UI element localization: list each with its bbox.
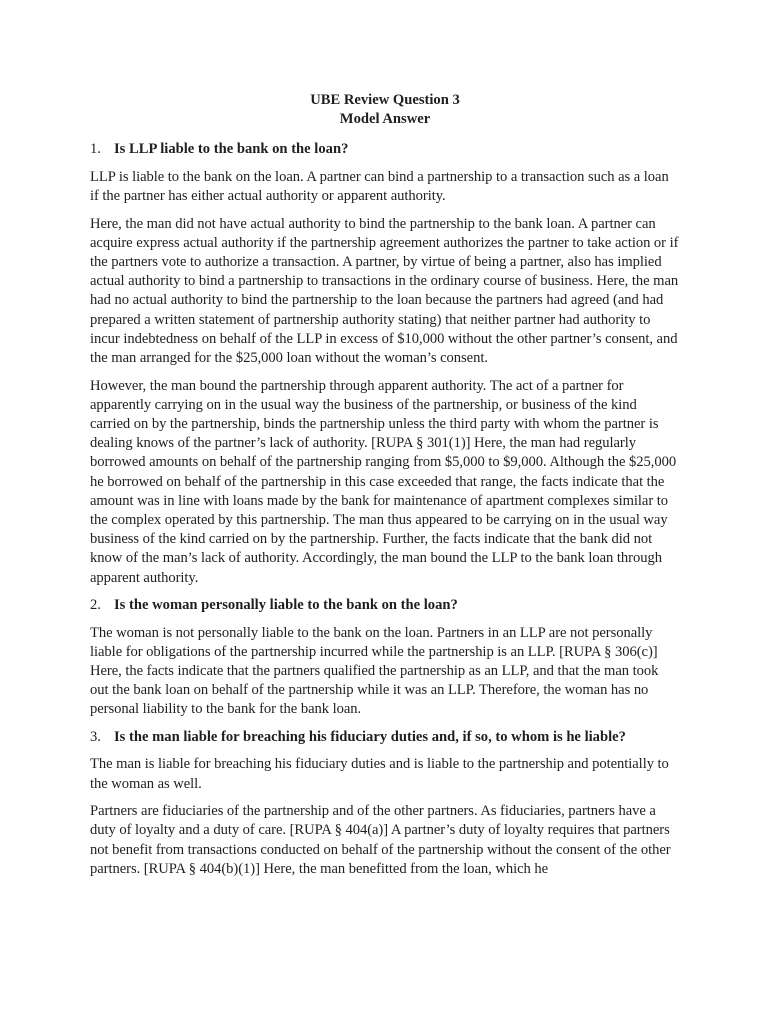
paragraph: The man is liable for breaching his fiduciary duties and is liable to the partnership and potentially to the woman as well. (90, 756, 669, 792)
paragraph: The woman is not personally liable to the bank on the loan. Partners in an LLP are not personally liable for obligations of the partnership incurred while the partnership is an LLP. [RUPA § 306(c)] Here, the facts indicate that the partners qualified the partnership as an LLP, and that the man took out the bank loan on behalf of the partnership while it was an LLP. Therefore, the woman has no personal liability to the bank for the bank loan. (90, 624, 659, 718)
question-heading (90, 140, 680, 159)
section-3 (90, 728, 680, 879)
section-1 (90, 140, 680, 587)
question-text: Is LLP liable to the bank on the loan? (114, 141, 349, 158)
question-heading (90, 596, 680, 615)
question-number: 2. (90, 597, 101, 614)
question-text: Is the man liable for breaching his fiduciary duties and, if so, to whom is he liable? (114, 729, 626, 746)
document-title: UBE Review Question 3 (310, 92, 460, 108)
question-number: 1. (90, 141, 101, 158)
question-heading (90, 728, 680, 747)
document-body (90, 91, 680, 888)
paragraph: However, the man bound the partnership through apparent authority. The act of a partner for apparently carrying on in the usual way the business of the partnership, or business of the kind carried on by the partnership, binds the partnership unless the third party with whom the partner is dealing knows of the partner’s lack of authority. [RUPA § 301(1)] Here, the man had regularly borrowed amounts on behalf of the partnership ranging from $5,000 to $9,000. Although the $25,000 he borrowed on behalf of the partnership in this case exceeded that range, the facts indicate that the amount was in line with loans made by the bank for maintenance of apartment complexes similar to the complex operated by this partnership. The man thus appeared to be carrying on in the usual way business of the kind carried on by the partnership. Further, the facts indicate that the bank did not know of the man’s lack of authority. Accordingly, the man bound the LLP to the bank loan through apparent authority. (90, 377, 677, 586)
paragraph: Partners are fiduciaries of the partnership and of the other partners. As fiduciaries, partners have a duty of loyalty and a duty of care. [RUPA § 404(a)] A partner’s duty of loyalty requires that partners not benefit from transactions conducted on behalf of the partnership without the consent of the other partners. [RUPA § 404(b)(1)] Here, the man benefitted from the loan, which he (90, 803, 671, 877)
title-block (90, 91, 680, 129)
document-subtitle: Model Answer (339, 111, 431, 128)
section-2 (90, 596, 680, 719)
paragraph: Here, the man did not have actual authority to bind the partnership to the bank loan. A partner can acquire express actual authority if the partnership agreement authorizes the partner to take action or if the partners vote to authorize a transaction. A partner, by virtue of being a partner, also has implied actual authority to bind a partnership to transactions in the ordinary course of business. Here, the man had no actual authority to bind the partnership to the loan because the partners had agreed (and had prepared a written statement of partnership authority stating) that neither partner had authority to incur indebtedness on behalf of the LLP in excess of $10,000 without the other partner’s consent, and the man arranged for the $25,000 loan without the woman’s consent. (90, 215, 679, 366)
question-number: 3. (90, 729, 101, 746)
paragraph: LLP is liable to the bank on the loan. A partner can bind a partnership to a transaction such as a loan if the partner has either actual authority or apparent authority. (90, 168, 669, 204)
question-text: Is the woman personally liable to the bank on the loan? (114, 597, 458, 614)
